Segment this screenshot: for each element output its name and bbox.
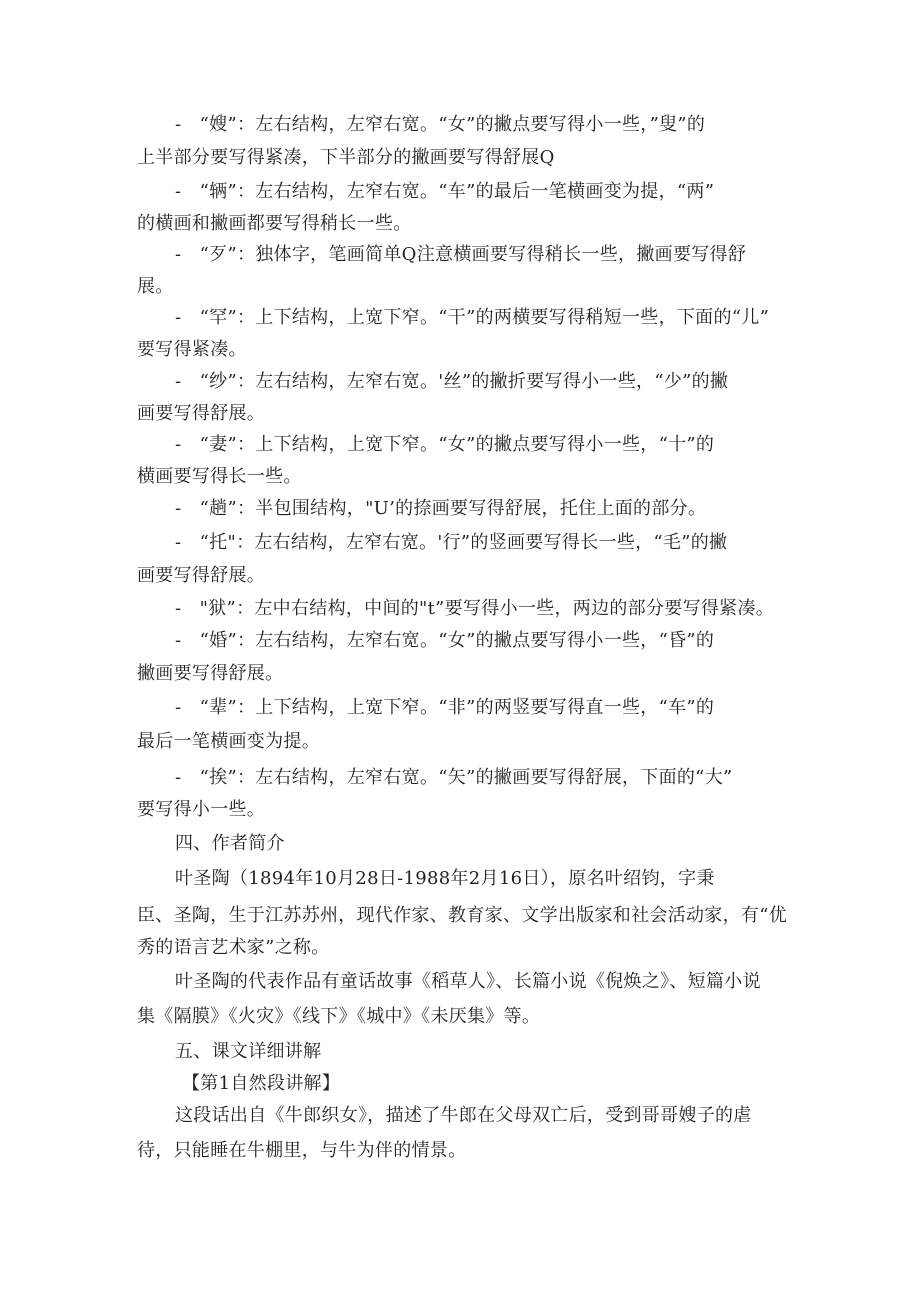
text-line: 画要写得舒展。 xyxy=(137,565,266,586)
text-line: 最后一笔横画变为提。 xyxy=(137,731,320,752)
text-line: 这段话出自《牛郎织女》，描述了牛郎在父母双亡后，受到哥哥嫂子的虐 xyxy=(175,1105,752,1126)
text-line: 要写得紧凑。 xyxy=(137,339,247,360)
section-heading: 四、作者简介 xyxy=(175,833,285,854)
text-line: - “纱”：左右结构，左窄右宽。'丝”的撇折要写得小一些，“少”的撇 xyxy=(175,371,729,392)
text-line: 展。 xyxy=(137,276,174,297)
text-line: 叶圣陶（1894年10月28日-1988年2月16日），原名叶绍钧，字秉 xyxy=(175,868,715,889)
text-line: 的横画和撇画都要写得稍长一些。 xyxy=(137,213,412,234)
text-line: 要写得小一些。 xyxy=(137,799,266,820)
subsection-heading: 【第1自然段讲解】 xyxy=(182,1073,341,1094)
section-heading: 五、课文详细讲解 xyxy=(175,1041,322,1062)
text-line: - “妻”：上下结构，上宽下窄。“女”的撇点要写得小一些，“十”的 xyxy=(175,434,715,455)
text-line: - “辆”：左右结构，左窄右宽。“车”的最后一笔横画变为提，“两” xyxy=(175,181,715,202)
text-line: 撇画要写得舒展。 xyxy=(137,663,284,684)
text-line: 待，只能睡在牛棚里，与牛为伴的情景。 xyxy=(137,1140,467,1161)
text-line: - “歹”：独体字，笔画简单Q注意横画要写得稍长一些，撇画要写得舒 xyxy=(175,244,747,265)
text-line: - “嫂”：左右结构，左窄右宽。“女”的撇点要写得小一些，”叟”的 xyxy=(175,114,706,135)
text-line: - “托"：左右结构，左窄右宽。'行”的竖画要写得长一些，“毛”的撇 xyxy=(175,532,728,553)
text-line: 叶圣陶的代表作品有童话故事《稻草人》、长篇小说《倪焕之》、短篇小说 xyxy=(175,971,761,992)
text-line: 秀的语言艺术家”之称。 xyxy=(137,937,330,958)
text-line: - “挨”：左右结构，左窄右宽。“矢”的撇画要写得舒展，下面的“大” xyxy=(175,767,733,788)
text-line: - “趟”：半包围结构，"U’的捺画要写得舒展，托住上面的部分。 xyxy=(175,498,707,519)
text-line: 画要写得舒展。 xyxy=(137,403,266,424)
text-line: - “辈”：上下结构，上宽下窄。“非”的两竖要写得直一些，“车”的 xyxy=(175,697,715,718)
text-line: - “罕”：上下结构，上宽下窄。“干”的两横要写得稍短一些，下面的“儿” xyxy=(175,307,770,328)
text-line: - “婚”：左右结构，左窄右宽。“女”的撇点要写得小一些，“昏”的 xyxy=(175,630,715,651)
text-line: 集《隔膜》《火灾》《线下》《城中》《未厌集》等。 xyxy=(137,1006,541,1027)
text-line: - "狱”：左中右结构，中间的"t”要写得小一些，两边的部分要写得紧凑。 xyxy=(175,598,775,619)
text-line: 臣、圣陶，生于江苏苏州，现代作家、教育家、文学出版家和社会活动家，有“优 xyxy=(137,905,787,926)
text-line: 横画要写得长一些。 xyxy=(137,466,302,487)
text-line: 上半部分要写得紧凑，下半部分的撇画要写得舒展Q xyxy=(137,147,555,168)
